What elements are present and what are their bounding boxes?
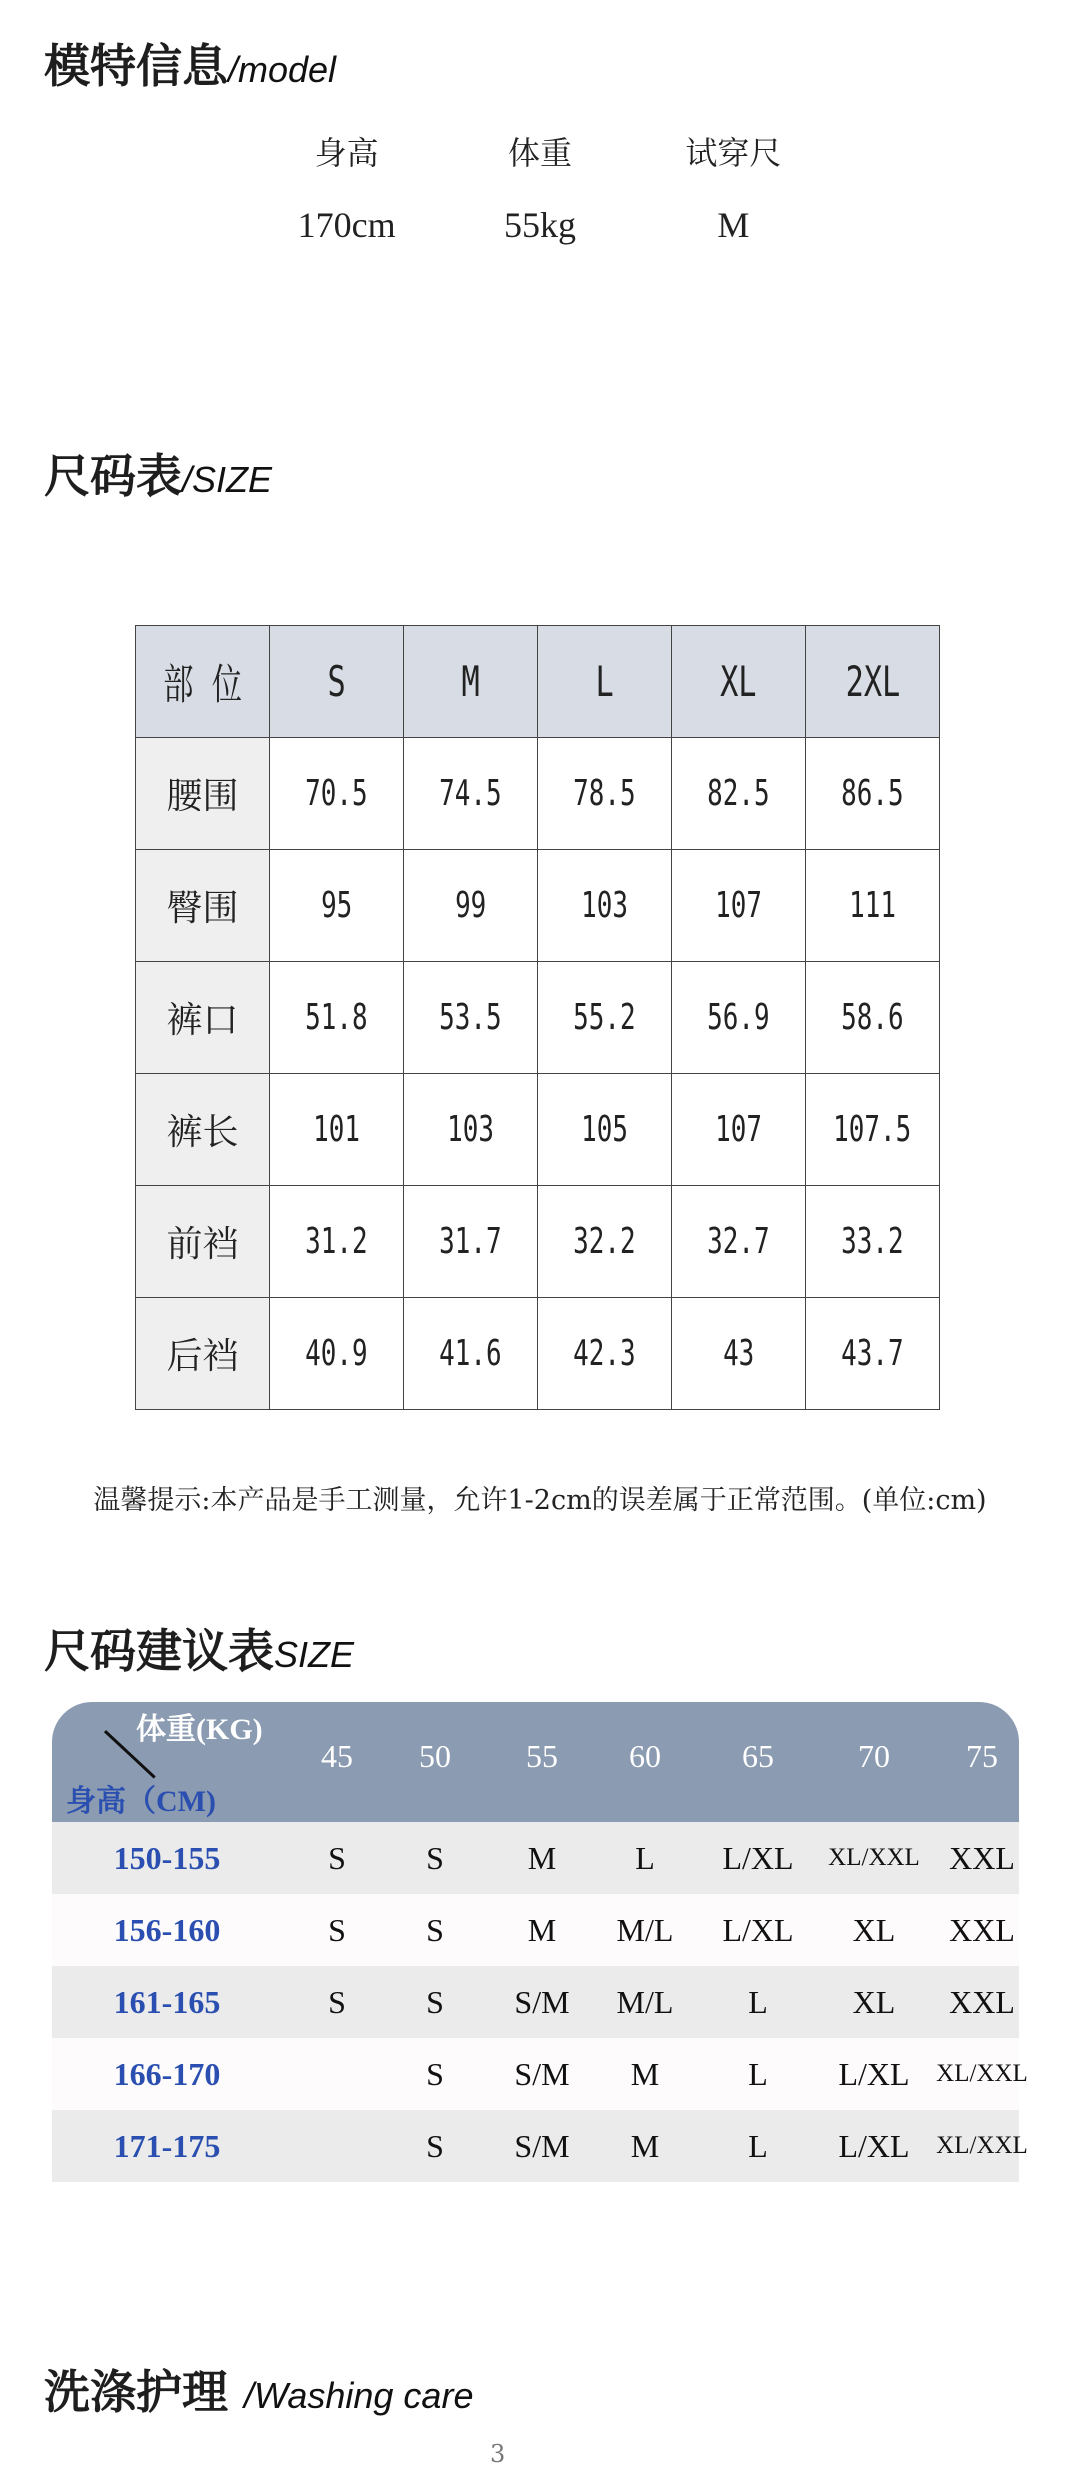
weight-column-header: 45 [321,1738,353,1774]
size-table-cell [404,962,538,1074]
size-table-part [136,1074,270,1186]
size-table-text: 107 [715,1109,762,1150]
size-table-text: 41.6 [439,1333,502,1374]
size-table-text: 40.9 [305,1333,368,1374]
recommended-size: XL/XXL [828,1844,920,1871]
size-table-row [136,738,940,850]
size-table-cell [538,962,672,1074]
size-table-text: 56.9 [707,997,770,1038]
model-info-headers [250,128,830,174]
size-table-row [136,850,940,962]
size-table-text: 74.5 [439,773,502,814]
size-table-cell [538,1074,672,1186]
size-table-cell [806,1074,940,1186]
size-table-cell [806,1186,940,1298]
size-table-cell [806,850,940,962]
washing-section-title [44,2356,473,2422]
size-table-text: 105 [581,1109,628,1150]
weight-column-header: 75 [966,1738,998,1774]
size-table-text: 前裆 [166,1224,239,1265]
size-table-cell [538,1298,672,1410]
size-table-cell [404,738,538,850]
recommended-size: S [328,1912,346,1948]
size-table-cell [270,850,404,962]
size-table-cell [270,738,404,850]
size-table-size-header [404,626,538,738]
recommend-title-cn: 尺码建议表 [44,1624,274,1678]
recommended-size: S/M [514,2128,570,2164]
model-title-en: /model [228,49,337,90]
size-table-header-row [136,626,940,738]
weight-column-header: 65 [742,1738,774,1774]
size-table [135,625,940,1410]
size-table-text: L [595,657,614,706]
height-range: 156-160 [113,1912,221,1948]
recommended-size: S/M [514,2056,570,2092]
recommended-size: L/XL [722,1912,794,1948]
recommended-size: XXL [949,1840,1015,1876]
size-table-part [136,850,270,962]
recommend-section-title [44,1615,354,1681]
size-table-text: 51.8 [305,997,368,1038]
recommended-size: XXL [949,1984,1015,2020]
size-table-text: 107 [715,885,762,926]
recommendation-row [52,1894,1019,1966]
size-table-row [136,1074,940,1186]
recommendation-row [52,2038,1028,2110]
size-table-cell [270,1298,404,1410]
washing-title-en: /Washing care [244,2375,474,2416]
weight-column-header: 60 [629,1738,661,1774]
size-table-text: 111 [849,885,896,926]
size-table-cell [672,962,806,1074]
size-table-cell [672,1298,806,1410]
size-table-cell [806,738,940,850]
page-number: 3 [490,2440,506,2468]
size-table-text: 55.2 [573,997,636,1038]
size-table-cell [404,850,538,962]
recommended-size: XL [852,1984,896,2020]
model-section-title [44,30,336,96]
size-table-text: 103 [581,885,628,926]
recommended-size: XXL [949,1912,1015,1948]
size-table-text: S [327,657,346,706]
recommended-size: S [328,1840,346,1876]
size-table-cell [270,1074,404,1186]
recommendation-row [52,2110,1028,2182]
recommended-size: S [328,1984,346,2020]
recommended-size: S [426,1912,444,1948]
size-table-text: M [461,657,480,706]
size-table-cell [672,1074,806,1186]
size-table-text: XL [720,657,757,706]
recommended-size: M [527,1840,557,1876]
size-table-text: 部 位 [163,659,242,709]
size-table-text: 53.5 [439,997,502,1038]
size-title-cn: 尺码表 [44,449,182,503]
size-table-part [136,1186,270,1298]
size-table-text: 43.7 [841,1333,904,1374]
size-table-size-header [538,626,672,738]
height-axis-label: 身高（CM) [66,1785,216,1818]
washing-title-cn: 洗涤护理 [44,2365,228,2419]
size-table-text: 后裆 [166,1336,239,1377]
size-table-text: 裤长 [166,1112,239,1153]
size-table-text: 2XL [845,657,900,706]
size-table-text: 101 [313,1109,360,1150]
size-table-cell [270,1186,404,1298]
recommended-size: L/XL [722,1840,794,1876]
size-recommendation-table [52,1702,1028,2182]
size-table-text: 70.5 [305,773,368,814]
recommendation-row [52,1822,1019,1894]
size-table-text: 78.5 [573,773,636,814]
model-weight-value: 55kg [503,205,576,245]
height-range: 166-170 [113,2056,221,2092]
size-table-row [136,1298,940,1410]
size-table-text: 32.2 [573,1221,636,1262]
size-table-cell [672,850,806,962]
size-table-text: 86.5 [841,773,904,814]
size-table-size-header [270,626,404,738]
recommended-size: L [748,2128,768,2164]
recommendation-row [52,1966,1019,2038]
recommendation-body [52,1822,1028,2182]
weight-column-header: 50 [419,1738,451,1774]
size-table-text: 103 [447,1109,494,1150]
size-table-text: 臀围 [166,888,239,929]
size-table-cell [806,962,940,1074]
model-height-label: 身高 [314,134,379,172]
size-table-text: 58.6 [841,997,904,1038]
size-table-text: 31.2 [305,1221,368,1262]
size-table-cell [538,1186,672,1298]
recommended-size: XL/XXL [936,2132,1028,2159]
size-table-row [136,1186,940,1298]
model-title-cn: 模特信息 [44,39,228,93]
size-table-row [136,962,940,1074]
size-title-en: /SIZE [182,459,273,500]
recommended-size: M/L [616,1984,674,2020]
recommended-size: M [630,2056,660,2092]
size-table-cell [538,738,672,850]
size-table-text: 99 [454,885,487,926]
recommended-size: L [635,1840,655,1876]
recommended-size: M/L [616,1912,674,1948]
recommend-title-en: SIZE [274,1634,355,1675]
size-table-size-header [672,626,806,738]
size-table-cell [672,1186,806,1298]
measurement-note: 温馨提示:本产品是手工测量，允许1-2cm的误差属于正常范围。(单位:cm) [93,1485,987,1516]
height-range: 161-165 [113,1984,221,2020]
recommended-size: L/XL [838,2128,910,2164]
size-table-text: 32.7 [707,1221,770,1262]
recommended-size: XL [852,1912,896,1948]
recommended-size: S [426,2056,444,2092]
size-table-part [136,1298,270,1410]
size-table-cell [538,850,672,962]
size-table-cell [806,1298,940,1410]
model-weight-label: 体重 [507,134,572,172]
recommended-size: S [426,2128,444,2164]
recommended-size: XL/XXL [936,2060,1028,2087]
recommended-size: L/XL [838,2056,910,2092]
recommended-size: S/M [514,1984,570,2020]
recommended-size: M [630,2128,660,2164]
size-table-part [136,738,270,850]
size-table-cell [404,1074,538,1186]
model-info-values [250,204,830,246]
model-height-value: 170cm [297,205,396,245]
recommended-size: S [426,1984,444,2020]
size-table-size-header [806,626,940,738]
size-table-cell [672,738,806,850]
height-range: 171-175 [113,2128,221,2164]
recommended-size: M [527,1912,557,1948]
size-section-title [44,440,272,506]
size-table-text: 33.2 [841,1221,904,1262]
size-table-text: 裤口 [166,1000,239,1041]
model-size-value: M [717,205,750,245]
weight-column-header: 70 [858,1738,890,1774]
model-size-label: 试穿尺 [685,134,782,172]
size-table-text: 107.5 [833,1109,912,1150]
height-range: 150-155 [113,1840,221,1876]
size-table-text: 95 [320,885,353,926]
size-table-part [136,962,270,1074]
size-table-text: 43 [722,1333,755,1374]
recommended-size: S [426,1840,444,1876]
recommended-size: L [748,1984,768,2020]
weight-column-header: 55 [526,1738,558,1774]
recommended-size: L [748,2056,768,2092]
model-info-grid [250,128,830,246]
size-table-text: 31.7 [439,1221,502,1262]
size-table-text: 42.3 [573,1333,636,1374]
recommendation-header [52,1702,1019,1822]
size-table-cell [270,962,404,1074]
size-table-text: 82.5 [707,773,770,814]
weight-axis-label: 体重(KG) [136,1713,263,1746]
size-table-cell [404,1186,538,1298]
size-table-text: 腰围 [166,776,239,817]
size-table-corner [136,626,270,738]
size-table-cell [404,1298,538,1410]
